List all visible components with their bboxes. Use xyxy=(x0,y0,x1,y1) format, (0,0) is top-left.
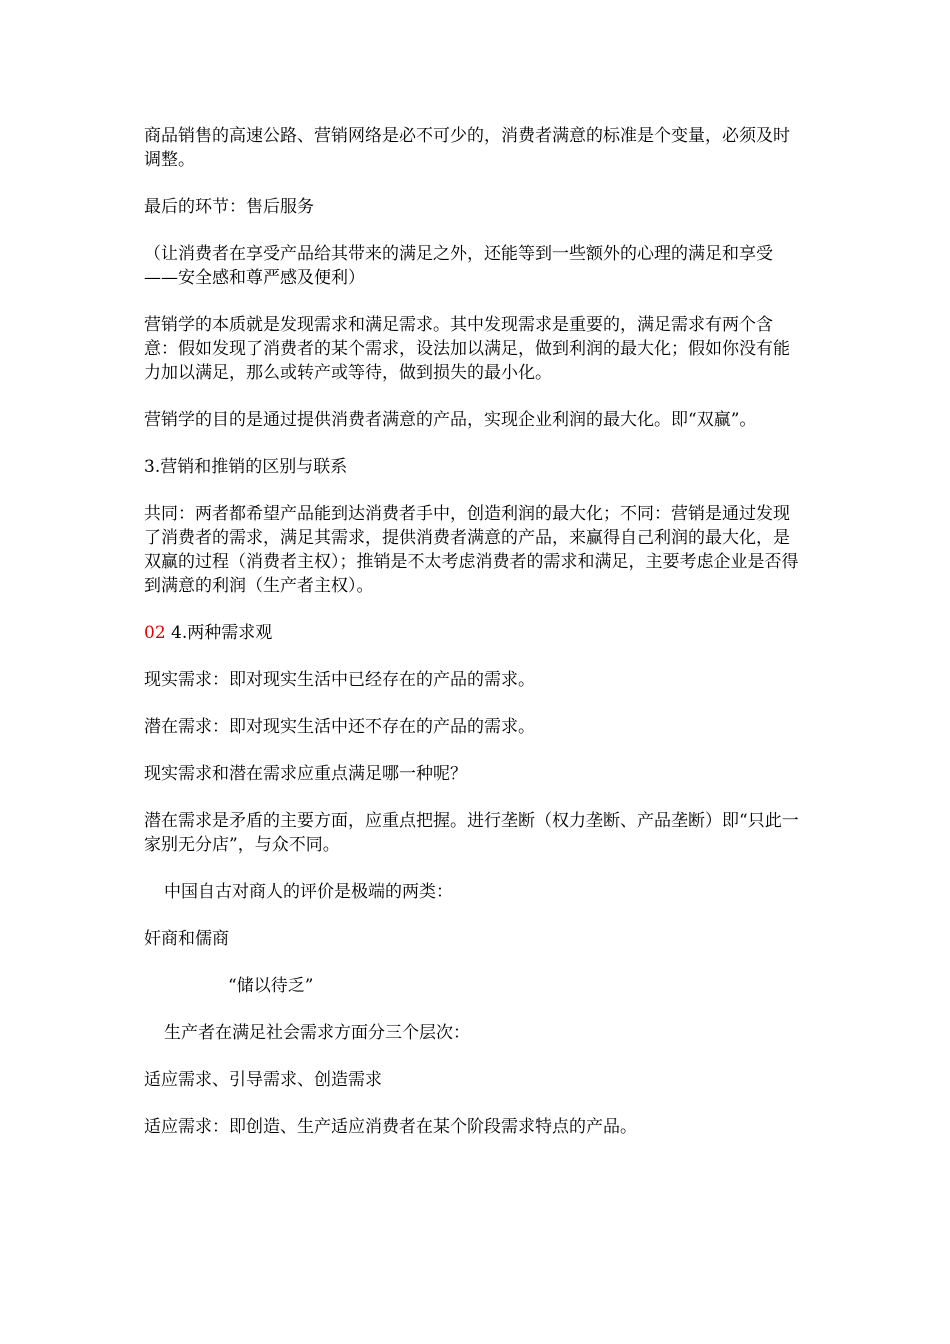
paragraph-adapt-demand: 适应需求：即创造、生产适应消费者在某个阶段需求特点的产品。 xyxy=(144,1117,637,1137)
paragraph-after-sales: 最后的环节：售后服务 xyxy=(144,197,314,217)
paragraph-extra-satisfaction: （让消费者在享受产品给其带来的满足之外，还能等到一些额外的心理的满足和享受——安全感和尊严感及便利） xyxy=(144,244,773,288)
paragraph-quote: “储以待乏” xyxy=(228,976,314,996)
paragraph-merchant-evaluation: 中国自古对商人的评价是极端的两类： xyxy=(164,882,453,902)
paragraph-three-levels: 生产者在满足社会需求方面分三个层次： xyxy=(164,1023,470,1043)
section-number: 02 xyxy=(144,623,166,643)
paragraph-marketing-essence: 营销学的本质就是发现需求和满足需求。其中发现需求是重要的，满足需求有两个含意：假如发现了消费者的某个需求，设法加以满足，做到利润的最大化；假如你没有能力加以满足，那么或转产或等待，做到损失的最小化。 xyxy=(144,315,790,383)
paragraph-levels-list: 适应需求、引导需求、创造需求 xyxy=(144,1070,382,1090)
document-body xyxy=(144,124,804,1162)
paragraph-marketing-goal: 营销学的目的是通过提供消费者满意的产品，实现企业利润的最大化。即“双赢”。 xyxy=(144,410,757,430)
section-heading-two-demands xyxy=(144,621,804,645)
section-heading-marketing-vs-selling: 3.营销和推销的区别与联系 xyxy=(144,457,348,477)
paragraph-question: 现实需求和潜在需求应重点满足哪一种呢？ xyxy=(144,764,467,784)
paragraph-highway: 商品销售的高速公路、营销网络是必不可少的，消费者满意的标准是个变量，必须及时调整。 xyxy=(144,126,790,170)
paragraph-real-demand: 现实需求：即对现实生活中已经存在的产品的需求。 xyxy=(144,670,535,690)
paragraph-latent-focus: 潜在需求是矛盾的主要方面，应重点把握。进行垄断（权力垄断、产品垄断）即“只此一家别无分店”，与众不同。 xyxy=(144,811,799,855)
paragraph-merchant-types: 奸商和儒商 xyxy=(144,929,229,949)
paragraph-latent-demand: 潜在需求：即对现实生活中还不存在的产品的需求。 xyxy=(144,717,535,737)
paragraph-common-difference: 共同：两者都希望产品能到达消费者手中，创造利润的最大化；不同：营销是通过发现了消费者的需求，满足其需求，提供消费者满意的产品，来赢得自己利润的最大化，是双赢的过程（消费者主权）；推销是不太考虑消费者的需求和满足，主要考虑企业是否得到满意的利润（生产者主权）。 xyxy=(144,504,799,596)
section-heading-text: 4.两种需求观 xyxy=(165,623,273,643)
